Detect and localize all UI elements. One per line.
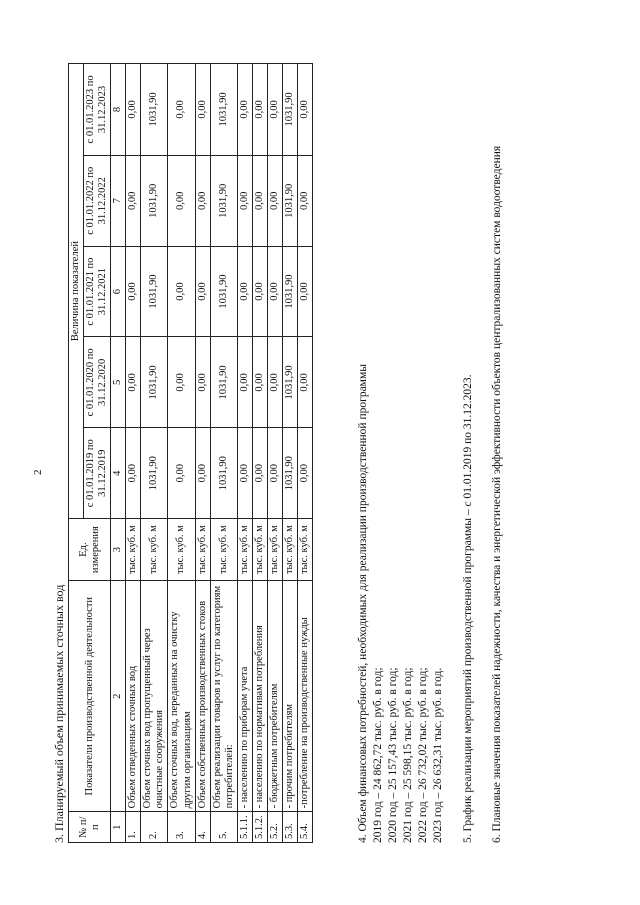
row-value: 0,00 <box>252 428 267 519</box>
row-value: 1031,90 <box>210 246 237 337</box>
page-number: 2 <box>32 469 44 475</box>
row-indicator: Объем отведенных сточных вод <box>126 581 141 812</box>
row-value: 0,00 <box>195 428 210 519</box>
table-row <box>210 64 237 843</box>
row-value: 0,00 <box>267 64 282 156</box>
section-4-title: 4. Объем финансовых потребностей, необходимых для реализации производственной программы <box>357 364 369 843</box>
table-row <box>168 64 195 843</box>
row-unit: тыс. куб. м <box>252 519 267 581</box>
row-indicator: - бюджетным потребителям <box>267 581 282 812</box>
row-indicator: -потребление на производственные нужды <box>298 581 313 812</box>
row-value: 0,00 <box>126 246 141 337</box>
row-value: 0,00 <box>168 428 195 519</box>
header-values: Величина показателей <box>69 64 84 519</box>
column-number: 5 <box>111 337 126 428</box>
row-value: 1031,90 <box>141 337 168 428</box>
finance-line: 2022 год – 26 732,02 тыс. руб. в год; <box>417 667 429 843</box>
row-value: 0,00 <box>168 155 195 246</box>
finance-line: 2023 год – 26 632,31 тыс. руб. в год. <box>432 667 444 843</box>
header-period: с 01.01.2020 по 31.12.2020 <box>84 337 111 428</box>
table-row <box>195 64 210 843</box>
row-value: 1031,90 <box>141 155 168 246</box>
row-value: 1031,90 <box>141 246 168 337</box>
header-period: с 01.01.2023 по 31.12.2023 <box>84 64 111 156</box>
table-row <box>252 64 267 843</box>
table-row <box>267 64 282 843</box>
row-indicator: Объем сточных вод, переданных на очистку другим организациям <box>168 581 195 812</box>
row-unit: тыс. куб. м <box>126 519 141 581</box>
table-row <box>298 64 313 843</box>
row-value: 1031,90 <box>282 246 297 337</box>
row-value: 0,00 <box>267 337 282 428</box>
column-number-row <box>111 64 126 843</box>
header-period: с 01.01.2019 по 31.12.2019 <box>84 428 111 519</box>
row-unit: тыс. куб. м <box>282 519 297 581</box>
row-value: 1031,90 <box>282 428 297 519</box>
row-value: 0,00 <box>267 428 282 519</box>
column-number: 3 <box>111 519 126 581</box>
header-period: с 01.01.2022 по 31.12.2022 <box>84 155 111 246</box>
column-number: 4 <box>111 428 126 519</box>
row-value: 0,00 <box>168 64 195 156</box>
row-value: 1031,90 <box>282 337 297 428</box>
row-number: 1. <box>126 812 141 843</box>
row-value: 0,00 <box>298 155 313 246</box>
row-number: 5. <box>210 812 237 843</box>
row-number: 5.3. <box>282 812 297 843</box>
row-unit: тыс. куб. м <box>267 519 282 581</box>
column-number: 8 <box>111 64 126 156</box>
row-value: 0,00 <box>267 155 282 246</box>
row-number: 3. <box>168 812 195 843</box>
row-value: 1031,90 <box>282 155 297 246</box>
row-value: 1031,90 <box>141 64 168 156</box>
section-5: 5. График реализации мероприятий производственной программы – с 01.01.2019 по 31.12.2023. <box>462 374 474 843</box>
row-value: 0,00 <box>237 428 252 519</box>
header-period: с 01.01.2021 по 31.12.2021 <box>84 246 111 337</box>
row-value: 1031,90 <box>210 64 237 156</box>
row-unit: тыс. куб. м <box>298 519 313 581</box>
row-value: 0,00 <box>168 337 195 428</box>
table-row <box>237 64 252 843</box>
section-4 <box>356 364 446 843</box>
row-value: 0,00 <box>252 337 267 428</box>
row-value: 0,00 <box>237 337 252 428</box>
table-row <box>282 64 297 843</box>
finance-line: 2019 год – 24 862,72 тыс. руб. в год; <box>372 667 384 843</box>
row-unit: тыс. куб. м <box>141 519 168 581</box>
header-indicator: Показатели производственной деятельности <box>69 581 111 812</box>
column-number: 2 <box>111 581 126 812</box>
row-number: 5.1.2. <box>252 812 267 843</box>
section-3-title: 3. Планируемый объем принимаемых сточных вод <box>52 584 66 843</box>
row-unit: тыс. куб. м <box>237 519 252 581</box>
column-number: 6 <box>111 246 126 337</box>
row-number: 5.4. <box>298 812 313 843</box>
row-value: 1031,90 <box>141 428 168 519</box>
row-unit: тыс. куб. м <box>195 519 210 581</box>
row-value: 0,00 <box>126 64 141 156</box>
row-value: 0,00 <box>237 246 252 337</box>
table-row <box>141 64 168 843</box>
row-indicator: - прочим потребителям <box>282 581 297 812</box>
row-value: 0,00 <box>298 337 313 428</box>
row-value: 0,00 <box>195 246 210 337</box>
header-num: № п/п <box>69 812 111 843</box>
row-value: 1031,90 <box>210 155 237 246</box>
row-number: 5.2. <box>267 812 282 843</box>
row-value: 0,00 <box>252 64 267 156</box>
row-unit: тыс. куб. м <box>210 519 237 581</box>
finance-line: 2021 год – 25 598,15 тыс. руб. в год; <box>402 667 414 843</box>
row-indicator: Объем сточных вод пропущенный через очистные сооружения <box>141 581 168 812</box>
row-value: 0,00 <box>237 155 252 246</box>
row-number: 4. <box>195 812 210 843</box>
row-value: 1031,90 <box>282 64 297 156</box>
row-value: 0,00 <box>252 246 267 337</box>
row-value: 0,00 <box>126 428 141 519</box>
header-unit: Ед. измерения <box>69 519 111 581</box>
row-value: 0,00 <box>195 64 210 156</box>
row-value: 0,00 <box>298 246 313 337</box>
row-value: 0,00 <box>252 155 267 246</box>
column-number: 1 <box>111 812 126 843</box>
section-6: 6. Плановые значения показателей надежности, качества и энергетической эффективности объектов централизованных систем водоотведения <box>491 145 503 843</box>
row-value: 1031,90 <box>210 337 237 428</box>
row-value: 0,00 <box>237 64 252 156</box>
row-indicator: - населению по приборам учета <box>237 581 252 812</box>
column-number: 7 <box>111 155 126 246</box>
row-value: 0,00 <box>168 246 195 337</box>
row-value: 0,00 <box>126 155 141 246</box>
row-indicator: Объем реализации товаров и услуг по категориям потребителей: <box>210 581 237 812</box>
row-indicator: Объем собственных производственных стоков <box>195 581 210 812</box>
table-row <box>126 64 141 843</box>
row-value: 0,00 <box>195 337 210 428</box>
row-number: 5.1.1. <box>237 812 252 843</box>
row-value: 1031,90 <box>210 428 237 519</box>
row-indicator: - населению по нормативам потребления <box>252 581 267 812</box>
row-value: 0,00 <box>267 246 282 337</box>
row-value: 0,00 <box>298 428 313 519</box>
row-value: 0,00 <box>195 155 210 246</box>
row-value: 0,00 <box>298 64 313 156</box>
wastewater-volume-table <box>68 63 313 843</box>
row-number: 2. <box>141 812 168 843</box>
row-value: 0,00 <box>126 337 141 428</box>
finance-line: 2020 год – 25 157,43 тыс. руб. в год; <box>387 667 399 843</box>
row-unit: тыс. куб. м <box>168 519 195 581</box>
